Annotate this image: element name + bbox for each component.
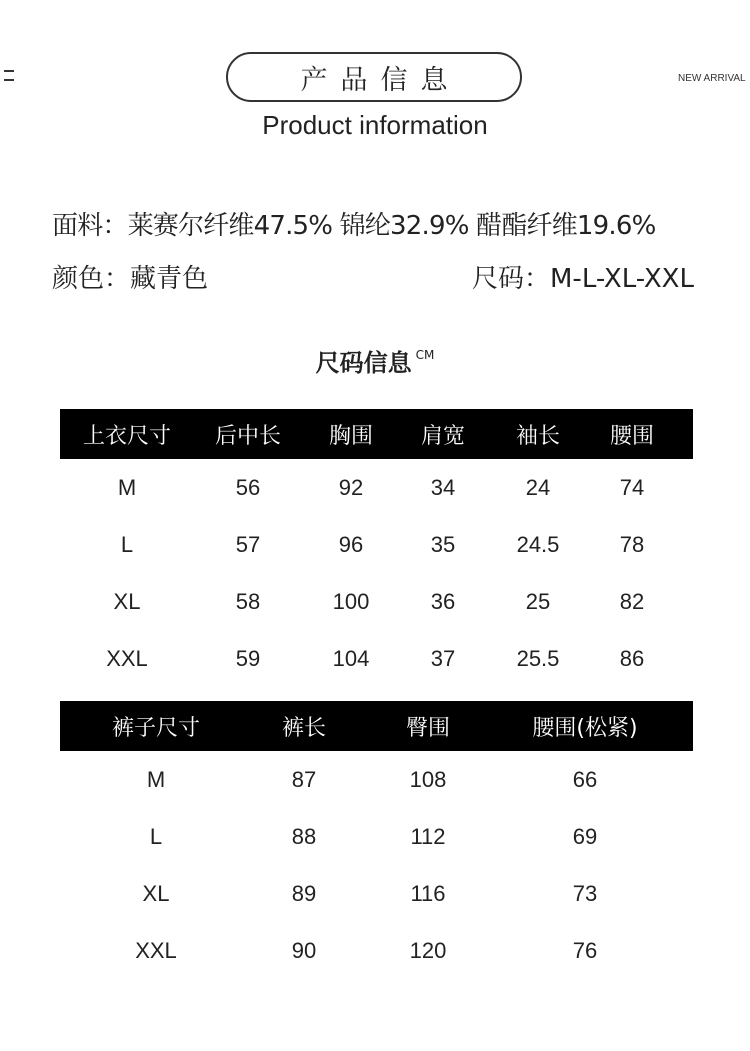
table-cell: 112 [410,823,446,849]
table-cell: 69 [572,823,598,849]
table-cell: 36 [430,588,456,614]
table-cell: 56 [235,474,261,500]
table-cell: 88 [291,823,317,849]
table-cell: 57 [235,531,261,557]
table-row [60,630,693,687]
table-row [60,808,693,865]
table-cell: 82 [619,588,645,614]
table-cell: XL [113,588,141,614]
size-info-heading [0,343,750,378]
header-cell: 裤长 [281,715,326,741]
menu-icon [4,70,14,84]
header-cell: 胸围 [328,423,373,449]
table-cell: M [146,766,166,792]
table-cell: 120 [409,937,447,963]
table-cell: 100 [332,588,370,614]
top-table-header [60,409,693,459]
size-range-info: 尺码：M-L-XL-XXL [472,264,694,294]
top-size-table [60,409,693,687]
section-title: 产品信息 [300,64,461,96]
table-cell: 96 [338,531,364,557]
table-row [60,573,693,630]
table-cell: L [149,823,163,849]
table-cell: 116 [410,880,446,906]
table-cell: 37 [430,645,456,671]
header-cell: 裤子尺寸 [111,715,200,741]
bottom-table-header [60,701,693,751]
table-cell: L [120,531,134,557]
color-info: 颜色：藏青色 [52,264,209,294]
table-cell: 34 [430,474,456,500]
header-cell: 腰围 [609,423,654,449]
table-cell: 108 [409,766,447,792]
table-cell: 25 [525,588,551,614]
table-cell: M [117,474,137,500]
header-cell: 后中长 [214,423,281,449]
table-row [60,516,693,573]
table-cell: XXL [106,645,148,671]
table-cell: 66 [572,766,598,792]
table-cell: 90 [291,937,317,963]
table-cell: 92 [338,474,364,500]
table-cell: 86 [619,645,645,671]
header-cell: 肩宽 [420,423,465,449]
section-subtitle: Product information [262,110,488,140]
table-cell: 89 [291,880,317,906]
table-cell: 24.5 [516,531,560,557]
bottom-size-table [60,701,693,979]
size-info-title: 尺码信息 [315,349,412,377]
table-cell: 58 [235,588,261,614]
table-cell: 25.5 [516,645,560,671]
table-cell: 24 [525,474,551,500]
table-cell: XXL [135,937,177,963]
table-cell: 78 [619,531,645,557]
fabric-info: 面料：莱赛尔纤维47.5% 锦纶32.9% 醋酯纤维19.6% [52,211,656,241]
table-row [60,865,693,922]
header-cell: 腰围(松紧) [532,715,638,741]
table-cell: 59 [235,645,261,671]
header-cell: 臀围 [405,715,450,741]
table-cell: 74 [619,474,645,500]
table-row [60,922,693,979]
table-cell: XL [142,880,170,906]
new-arrival-tag: NEW ARRIVAL [678,73,746,84]
table-cell: 76 [572,937,598,963]
header-cell: 袖长 [515,423,560,449]
section-title-pill [226,52,522,102]
unit-label: CM [415,348,435,362]
table-cell: 87 [291,766,317,792]
table-row [60,459,693,516]
table-cell: 35 [430,531,456,557]
table-cell: 73 [572,880,598,906]
table-row [60,751,693,808]
table-cell: 104 [332,645,370,671]
header-cell: 上衣尺寸 [82,423,171,449]
